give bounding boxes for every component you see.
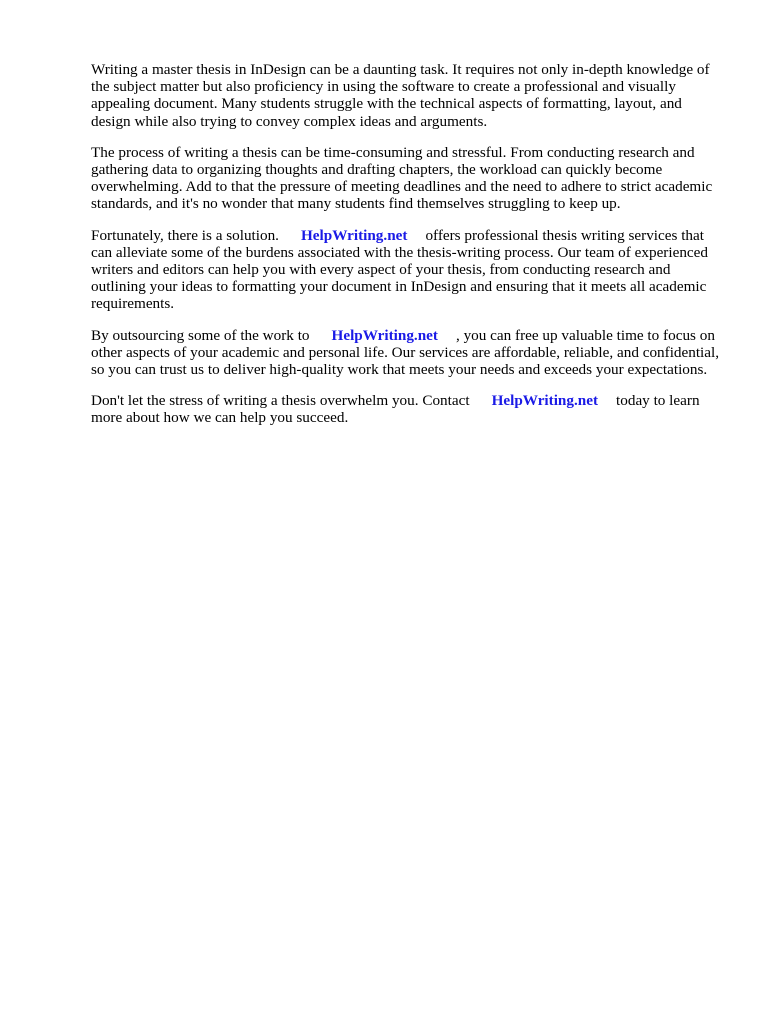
helpwriting-link-1[interactable]: HelpWriting.net xyxy=(300,226,408,244)
helpwriting-link-2[interactable]: HelpWriting.net xyxy=(331,326,438,344)
helpwriting-link-3[interactable]: HelpWriting.net xyxy=(491,392,599,410)
paragraph-outsourcing xyxy=(91,327,721,379)
paragraph-solution-rest: offers professional thesis writing services that can alleviate some of the burdens associated with the thesis-writing process. Our team of experienced writers and editors can help you with every aspect of your thesis, from conducting research and outlining your ideas to formatting your document in InDesign and ensuring that it meets all academic requirements. xyxy=(91,226,708,313)
paragraph-outsourcing-lead: By outsourcing some of the work to xyxy=(91,326,310,344)
paragraph-outsourcing-rest: , you can free up valuable time to focus on other aspects of your academic and personal life. Our services are affordable, reliable, and confidential, so you can trust us to deliver high-quality work that meets your needs and exceeds your expectations. xyxy=(91,326,720,379)
paragraph-contact xyxy=(91,392,721,426)
paragraph-solution xyxy=(91,227,721,313)
paragraph-contact-lead: Don't let the stress of writing a thesis overwhelm you. Contact xyxy=(91,392,470,410)
paragraph-intro: Writing a master thesis in InDesign can be a daunting task. It requires not only in-depth knowledge of the subject matter but also proficiency in using the software to create a professional and visually appealing document. Many students struggle with the technical aspects of formatting, layout, and design while also trying to convey complex ideas and arguments. xyxy=(91,61,710,130)
paragraph-solution-lead: Fortunately, there is a solution. xyxy=(91,226,279,244)
paragraph-contact-rest: today to learn more about how we can help you succeed. xyxy=(91,392,700,427)
document-body xyxy=(91,61,721,441)
paragraph-process: The process of writing a thesis can be time-consuming and stressful. From conducting research and gathering data to organizing thoughts and drafting chapters, the workload can quickly become overwhelming. Add to that the pressure of meeting deadlines and the need to adhere to strict academic standards, and it's no wonder that many students find themselves struggling to keep up. xyxy=(91,143,713,213)
